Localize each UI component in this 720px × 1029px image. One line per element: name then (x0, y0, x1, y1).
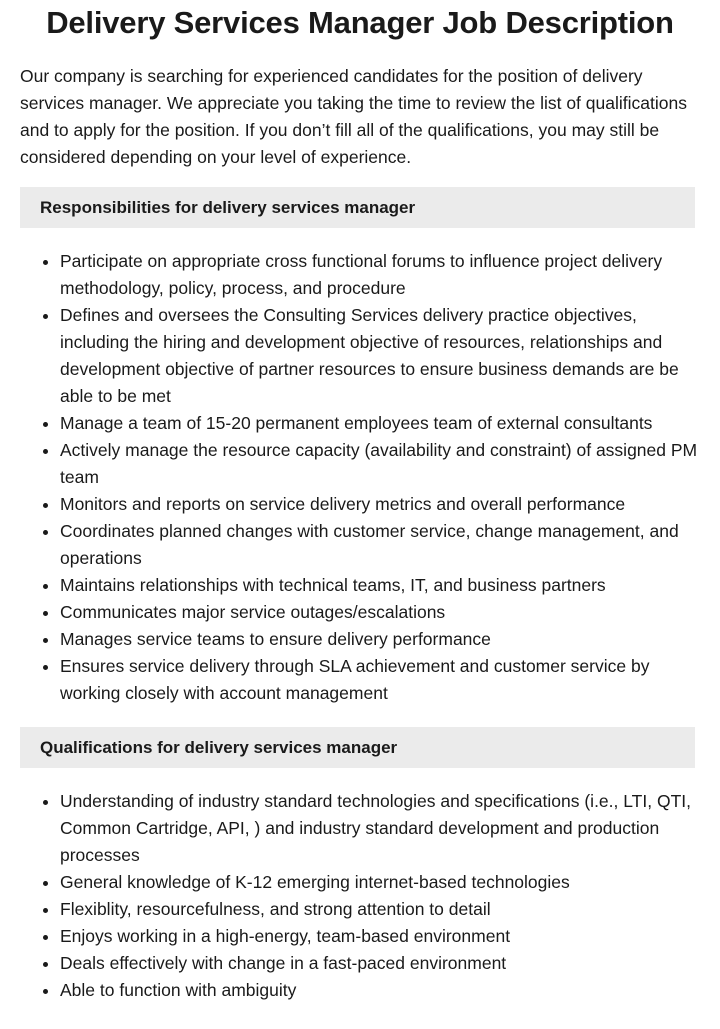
list-item: • Communicates major service outages/escalations (60, 599, 700, 626)
list-item: • Ensures service delivery through SLA achievement and customer service by working closely with account management (60, 653, 700, 707)
list-item: • Manages service teams to ensure delivery performance (60, 626, 700, 653)
responsibilities-heading: Responsibilities for delivery services manager (20, 187, 695, 228)
list-item: • Actively manage the resource capacity (availability and constraint) of assigned PM team (60, 437, 700, 491)
list-item: • Manage a team of 15-20 permanent employees team of external consultants (60, 410, 700, 437)
list-item: • Enjoys working in a high-energy, team-based environment (60, 923, 700, 950)
list-item: • Able to function with ambiguity (60, 977, 700, 1004)
qualifications-heading: Qualifications for delivery services manager (20, 727, 695, 768)
list-item: • Defines and oversees the Consulting Services delivery practice objectives, including the hiring and development objective of resources, relationships and development objective of partner resources to ensure business demands are be able to be met (60, 302, 700, 410)
list-item: • Understanding of industry standard technologies and specifications (i.e., LTI, QTI, Common Cartridge, API, ) and industry standard development and production processes (60, 788, 700, 869)
page-title: Delivery Services Manager Job Description (46, 5, 674, 40)
list-item: • Participate on appropriate cross functional forums to influence project delivery methodology, policy, process, and procedure (60, 248, 700, 302)
intro-paragraph: Our company is searching for experienced candidates for the position of delivery services manager. We appreciate you taking the time to review the list of qualifications and to apply for the position. If you don’t fill all of the qualifications, you may still be considered depending on your level of experience. (20, 66, 687, 167)
list-item: • General knowledge of K-12 emerging internet-based technologies (60, 869, 700, 896)
list-item: • Maintains relationships with technical teams, IT, and business partners (60, 572, 700, 599)
responsibilities-list (20, 248, 700, 707)
list-item: • Flexiblity, resourcefulness, and strong attention to detail (60, 896, 700, 923)
list-item: • Monitors and reports on service delivery metrics and overall performance (60, 491, 700, 518)
list-item: • Coordinates planned changes with customer service, change management, and operations (60, 518, 700, 572)
qualifications-list (20, 788, 700, 1004)
list-item: • Deals effectively with change in a fast-paced environment (60, 950, 700, 977)
